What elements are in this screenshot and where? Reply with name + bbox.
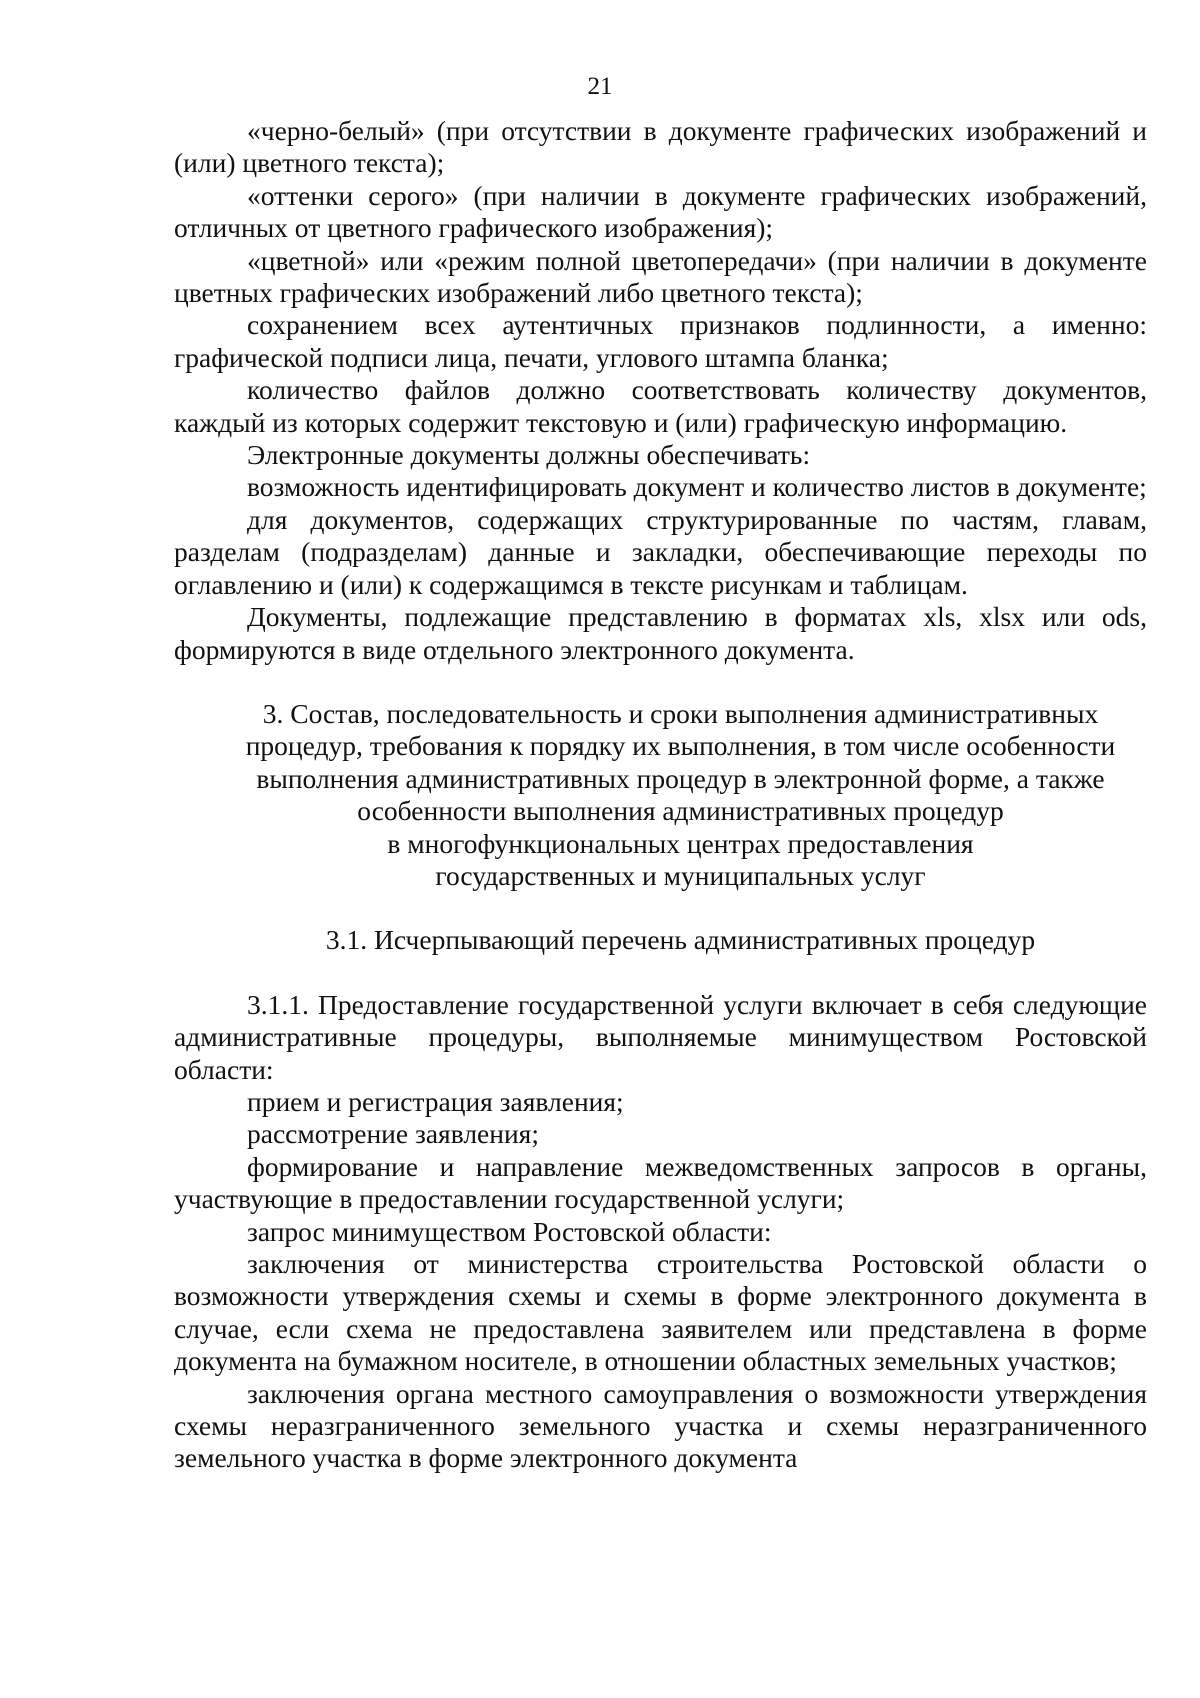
paragraph: возможность идентифицировать документ и количество листов в документе; bbox=[247, 471, 1147, 503]
section-heading-line: процедур, требования к порядку их выполнения, в том числе особенности bbox=[245, 730, 1116, 762]
paragraph: 3.1.1. Предоставление государственной услуги включает в себя следующие административные процедуры, выполняемые минимуществом Ростовской области: bbox=[174, 988, 1147, 1085]
section-heading-line: государственных и муниципальных услуг bbox=[435, 859, 926, 891]
paragraph: количество файлов должно соответствовать количеству документов, каждый из которых содержит текстовую и (или) графическую информацию. bbox=[174, 374, 1147, 438]
paragraph: формирование и направление межведомственных запросов в органы, участвующие в предоставлении государственной услуги; bbox=[174, 1150, 1147, 1215]
paragraph: Документы, подлежащие представлению в форматах xls, xlsx или ods, формируются в виде отдельного электронного документа. bbox=[174, 601, 1147, 665]
subsection-heading: 3.1. Исчерпывающий перечень административных процедур bbox=[325, 924, 1036, 956]
paragraph: рассмотрение заявления; bbox=[247, 1118, 539, 1150]
paragraph: запрос минимуществом Ростовской области: bbox=[247, 1215, 772, 1247]
paragraph: прием и регистрация заявления; bbox=[247, 1085, 624, 1117]
paragraph: Электронные документы должны обеспечивать: bbox=[247, 439, 811, 471]
document-body bbox=[174, 115, 1147, 1475]
paragraph: для документов, содержащих структурированные по частям, главам, разделам (подразделам) данные и закладки, обеспечивающие переходы по оглавлению и (или) к содержащимся в тексте рисункам и таблицам. bbox=[174, 503, 1147, 600]
paragraph: заключения органа местного самоуправления о возможности утверждения схемы неразграниченного земельного участка и схемы неразграниченного земельного участка в форме электронного документа bbox=[174, 1377, 1147, 1474]
section-heading-line: 3. Состав, последовательность и сроки выполнения административных bbox=[262, 697, 1099, 729]
paragraph: «черно-белый» (при отсутствии в документе графических изображений и (или) цветного текста); bbox=[174, 115, 1147, 179]
section-heading bbox=[174, 698, 1147, 892]
paragraph: заключения от министерства строительства Ростовской области о возможности утверждения схемы и схемы в форме электронного документа в случае, если схема не предоставлена заявителем или представлена в форме документа на бумажном носителе, в отношении областных земельных участков; bbox=[174, 1248, 1147, 1377]
section-heading-line: выполнения административных процедур в электронной форме, а также bbox=[256, 762, 1105, 794]
paragraph: «цветной» или «режим полной цветопередачи» (при наличии в документе цветных графических изображений либо цветного текста); bbox=[174, 244, 1147, 309]
page-number: 21 bbox=[587, 73, 613, 100]
section-heading-line: в многофункциональных центрах предоставления bbox=[387, 827, 974, 859]
section-heading-line: особенности выполнения административных процедур bbox=[357, 795, 1004, 827]
paragraph: сохранением всех аутентичных признаков подлинности, а именно: графической подписи лица, печати, углового штампа бланка; bbox=[174, 309, 1147, 373]
paragraph: «оттенки серого» (при наличии в документе графических изображений, отличных от цветного графического изображения); bbox=[174, 179, 1147, 244]
